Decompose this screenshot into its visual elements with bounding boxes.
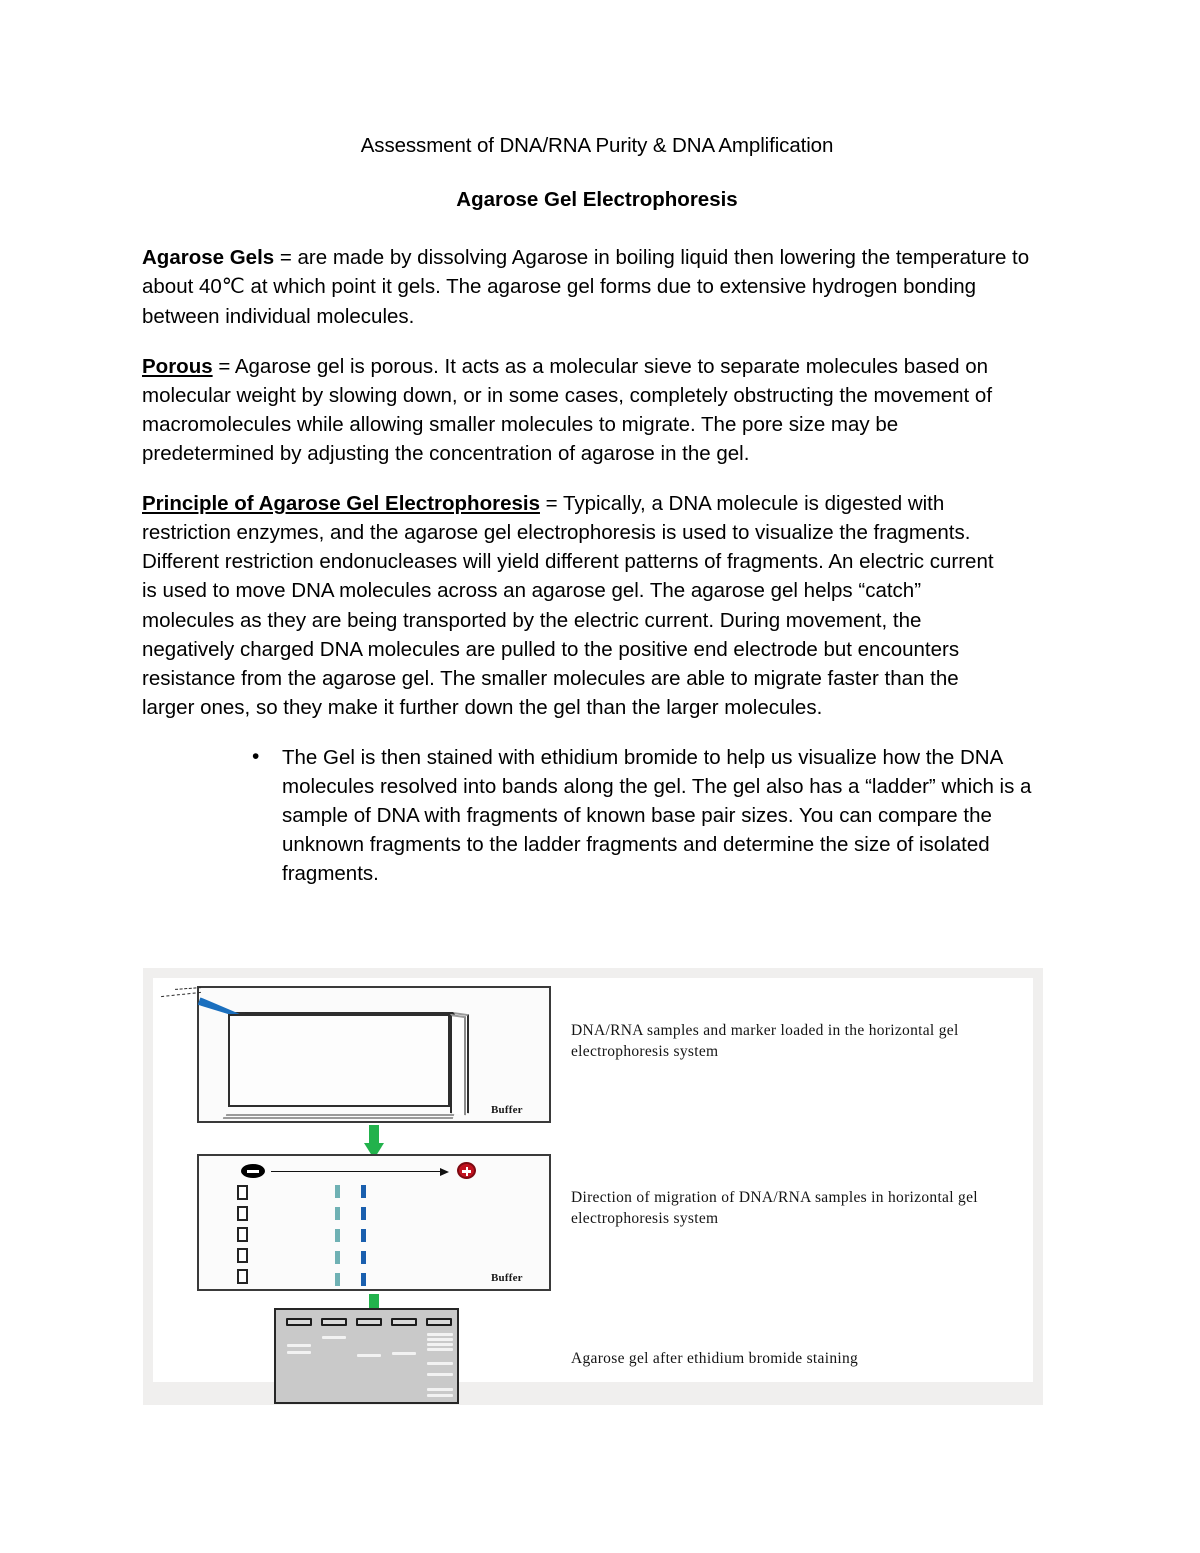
panel-migration-gel-tray xyxy=(228,1014,450,1107)
ladder-band xyxy=(427,1333,453,1336)
migrating-band-blue xyxy=(361,1273,366,1286)
sample-well-empty xyxy=(237,1227,248,1242)
paragraph-lead-agarose-gels: Agarose Gels xyxy=(142,246,275,270)
list-item-text: The Gel is then stained with ethidium bromide to help us visualize how the DNA molecules resolved into bands along the gel. The gel also has a “ladder” which is a sample of DNA with fragments of known base pair sizes. You can compare the unknown fragments to the ladder fragments and determine the size of isolated fragments. xyxy=(282,745,1032,886)
pipette-dashed-line xyxy=(161,992,201,997)
figure-electrophoresis-workflow xyxy=(143,968,1043,1405)
ladder-band xyxy=(427,1348,453,1351)
panel-stained-gel xyxy=(274,1308,459,1404)
sample-well-empty xyxy=(237,1269,248,1284)
gel-band xyxy=(287,1344,311,1347)
ladder-band xyxy=(427,1394,453,1397)
sample-well-empty xyxy=(237,1206,248,1221)
ladder-band xyxy=(427,1373,453,1376)
paragraph-text-principle: = Typically, a DNA molecule is digested with restriction enzymes, and the agarose gel electrophoresis is used to visualize the fragments. Different restriction endonucleases will yield different patterns of fragments. An electric current is used to move DNA molecules across an agarose gel. The agarose gel helps “catch” molecules as they are being transported by the electric current. During movement, the negatively charged DNA molecules are pulled to the positive end electrode but encounters resistance from the agarose gel. The smaller molecules are able to migrate faster than the larger ones, so they make it further down the gel than the larger molecules. xyxy=(142,492,994,719)
figure-canvas xyxy=(153,978,1033,1382)
gel-lane-well xyxy=(356,1318,382,1326)
ladder-band xyxy=(427,1362,453,1365)
paragraph-principle xyxy=(142,489,994,722)
gel-lane-well xyxy=(321,1318,347,1326)
page-title: Assessment of DNA/RNA Purity & DNA Amplification xyxy=(360,134,834,157)
sample-well-empty xyxy=(237,1185,248,1200)
paragraph-text-porous: = Agarose gel is porous. It acts as a molecular sieve to separate molecules based on molecular weight by slowing down, or in some cases, completely obstructing the movement of macromolecules while allowing smaller molecules to migrate. The pore size may be predetermined by adjusting the concentration of agarose in the gel. xyxy=(142,354,993,465)
gel-band xyxy=(287,1351,311,1354)
paragraph-lead-porous: Porous xyxy=(142,354,213,378)
migrating-band-teal xyxy=(335,1185,340,1198)
migrating-band-blue xyxy=(361,1185,366,1198)
migrating-band-blue xyxy=(361,1251,366,1264)
migrating-band-teal xyxy=(335,1229,340,1242)
migrating-band-blue xyxy=(361,1207,366,1220)
section-heading: Agarose Gel Electrophoresis xyxy=(456,187,738,211)
ladder-band xyxy=(427,1338,453,1341)
gel-lane-well xyxy=(286,1318,312,1326)
negative-electrode-icon xyxy=(241,1164,265,1178)
figure-caption-loading: DNA/RNA samples and marker loaded in the horizontal gel electrophoresis system xyxy=(571,1022,959,1061)
migration-direction-arrow-icon xyxy=(271,1171,447,1172)
paragraph-text-agarose-gels: = are made by dissolving Agarose in boiling liquid then lowering the temperature to about 40℃ at which point it gels. The agarose gel forms due to extensive hydrogen bonding between individual molecules. xyxy=(142,246,1030,328)
ladder-band xyxy=(427,1388,453,1391)
gel-lane-well xyxy=(426,1318,452,1326)
positive-electrode-icon xyxy=(457,1162,476,1179)
paragraph-lead-principle: Principle of Agarose Gel Electrophoresis xyxy=(142,492,540,516)
gel-band xyxy=(322,1336,346,1339)
document-body xyxy=(142,132,1052,889)
gel-band xyxy=(357,1354,381,1357)
figure-caption-migration: Direction of migration of DNA/RNA samples in horizontal gel electrophoresis system xyxy=(571,1189,978,1228)
list-item xyxy=(252,743,1072,889)
migrating-band-teal xyxy=(335,1207,340,1220)
gel-lane-well xyxy=(391,1318,417,1326)
migrating-band-teal xyxy=(335,1251,340,1264)
buffer-label-middle: Buffer xyxy=(491,1272,523,1284)
panel-migration-tray-bottom xyxy=(223,1107,455,1119)
paragraph-agarose-gels xyxy=(142,243,1052,330)
buffer-label-top: Buffer xyxy=(491,1104,523,1116)
migrating-band-teal xyxy=(335,1273,340,1286)
sample-well-empty xyxy=(237,1248,248,1263)
gel-band xyxy=(392,1352,416,1355)
paragraph-porous xyxy=(142,352,994,468)
panel-migration-tray-side xyxy=(450,1014,466,1115)
bullet-list xyxy=(142,743,1052,889)
figure-caption-stained-gel: Agarose gel after ethidium bromide staining xyxy=(571,1350,859,1367)
ladder-band xyxy=(427,1343,453,1346)
bullet-marker-icon: • xyxy=(252,744,260,768)
migrating-band-blue xyxy=(361,1229,366,1242)
